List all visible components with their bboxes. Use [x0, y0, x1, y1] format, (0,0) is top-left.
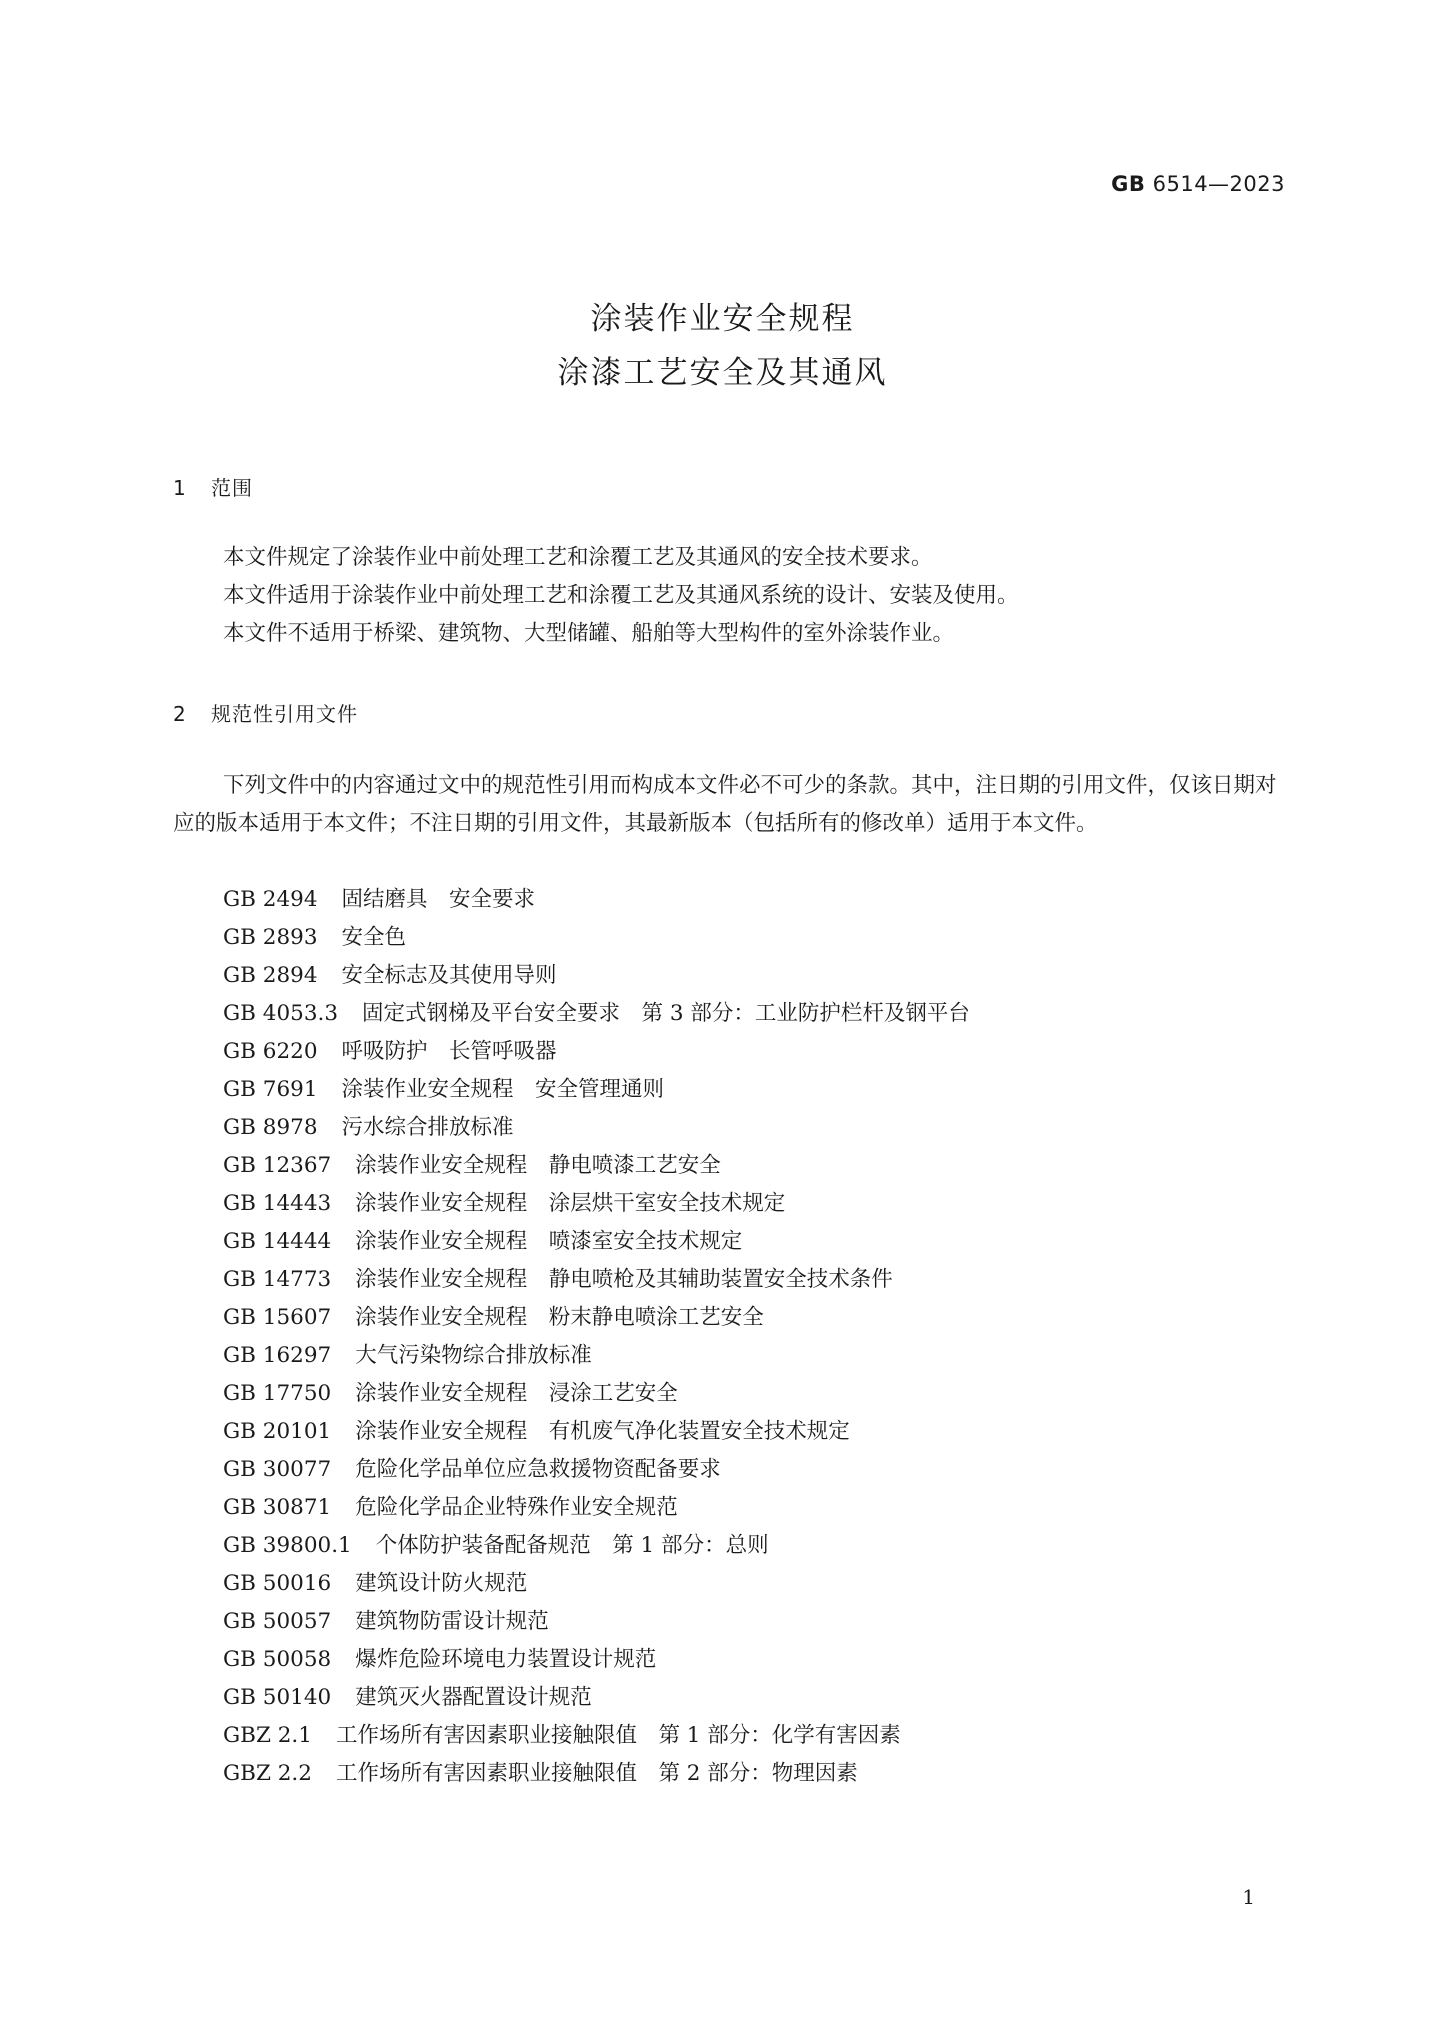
reference-item — [223, 1299, 1283, 1337]
reference-title: 固结磨具 安全要求 — [341, 887, 536, 912]
reference-title: 工作场所有害因素职业接触限值 第 1 部分：化学有害因素 — [335, 1723, 901, 1748]
paragraph: 本文件适用于涂装作业中前处理工艺和涂覆工艺及其通风系统的设计、安装及使用。 — [223, 583, 1019, 608]
doc-prefix: GB — [1111, 172, 1146, 196]
reference-code: GB 4053.3 — [223, 1001, 339, 1026]
reference-item — [223, 1261, 1283, 1299]
reference-title: 涂装作业安全规程 静电喷枪及其辅助装置安全技术条件 — [355, 1267, 893, 1292]
reference-item — [223, 1641, 1283, 1679]
reference-code: GB 30871 — [223, 1495, 332, 1520]
reference-item — [223, 881, 1283, 919]
reference-item — [223, 1527, 1283, 1565]
reference-code: GB 50058 — [223, 1647, 332, 1672]
reference-item — [223, 1071, 1283, 1109]
reference-title: 建筑设计防火规范 — [355, 1571, 528, 1596]
paragraph: 本文件规定了涂装作业中前处理工艺和涂覆工艺及其通风的安全技术要求。 — [223, 545, 933, 570]
paragraph: 本文件不适用于桥梁、建筑物、大型储罐、船舶等大型构件的室外涂装作业。 — [223, 621, 955, 646]
reference-code: GB 2893 — [223, 925, 318, 950]
reference-title: 建筑物防雷设计规范 — [355, 1609, 549, 1634]
reference-code: GB 8978 — [223, 1115, 318, 1140]
page-number: 1 — [1242, 1885, 1255, 1909]
reference-item — [223, 995, 1283, 1033]
reference-code: GBZ 2.2 — [223, 1761, 312, 1786]
reference-title: 危险化学品单位应急救援物资配备要求 — [355, 1457, 721, 1482]
reference-item — [223, 1717, 1283, 1755]
reference-title: 安全色 — [341, 925, 407, 950]
section-1-heading — [173, 472, 253, 501]
reference-item — [223, 1451, 1283, 1489]
reference-item — [223, 1413, 1283, 1451]
reference-code: GB 12367 — [223, 1153, 332, 1178]
reference-title: 爆炸危险环境电力装置设计规范 — [355, 1647, 657, 1672]
title-line-1: 涂装作业安全规程 — [590, 301, 855, 337]
document-code — [1111, 172, 1285, 196]
reference-title: 固定式钢梯及平台安全要求 第 3 部分：工业防护栏杆及钢平台 — [362, 1001, 970, 1026]
reference-item — [223, 1033, 1283, 1071]
reference-code: GB 17750 — [223, 1381, 332, 1406]
reference-item — [223, 1147, 1283, 1185]
reference-title: 呼吸防护 长管呼吸器 — [341, 1039, 557, 1064]
reference-item — [223, 1755, 1283, 1793]
reference-title: 安全标志及其使用导则 — [341, 963, 557, 988]
reference-title: 涂装作业安全规程 静电喷漆工艺安全 — [355, 1153, 721, 1178]
reference-code: GB 2494 — [223, 887, 318, 912]
reference-title: 涂装作业安全规程 浸涂工艺安全 — [355, 1381, 678, 1406]
reference-code: GB 15607 — [223, 1305, 332, 1330]
reference-code: GB 50140 — [223, 1685, 332, 1710]
reference-item — [223, 1489, 1283, 1527]
reference-title: 工作场所有害因素职业接触限值 第 2 部分：物理因素 — [335, 1761, 858, 1786]
title-line-2: 涂漆工艺安全及其通风 — [557, 355, 888, 391]
reference-item — [223, 1223, 1283, 1261]
reference-title: 涂装作业安全规程 喷漆室安全技术规定 — [355, 1229, 743, 1254]
reference-item — [223, 1565, 1283, 1603]
reference-title: 涂装作业安全规程 粉末静电喷涂工艺安全 — [355, 1305, 764, 1330]
reference-code: GB 7691 — [223, 1077, 318, 1102]
reference-code: GB 30077 — [223, 1457, 332, 1482]
reference-code: GB 14443 — [223, 1191, 332, 1216]
reference-item — [223, 1679, 1283, 1717]
section-number: 1 — [173, 476, 187, 500]
reference-item — [223, 1185, 1283, 1223]
reference-list — [223, 881, 1283, 1793]
section-2-body — [173, 767, 1288, 843]
reference-item — [223, 1375, 1283, 1413]
reference-title: 危险化学品企业特殊作业安全规范 — [355, 1495, 678, 1520]
section-title: 范围 — [211, 476, 253, 500]
reference-title: 建筑灭火器配置设计规范 — [355, 1685, 592, 1710]
section-2-heading — [173, 698, 358, 727]
reference-title: 大气污染物综合排放标准 — [355, 1343, 592, 1368]
reference-item — [223, 1337, 1283, 1375]
reference-code: GB 20101 — [223, 1419, 332, 1444]
reference-code: GB 14773 — [223, 1267, 332, 1292]
reference-item — [223, 1109, 1283, 1147]
doc-number: 6514—2023 — [1152, 172, 1285, 196]
reference-title: 涂装作业安全规程 涂层烘干室安全技术规定 — [355, 1191, 786, 1216]
reference-code: GBZ 2.1 — [223, 1723, 312, 1748]
reference-title: 涂装作业安全规程 安全管理通则 — [341, 1077, 665, 1102]
reference-code: GB 6220 — [223, 1039, 318, 1064]
reference-code: GB 2894 — [223, 963, 318, 988]
section-1-body — [173, 539, 1288, 653]
reference-title: 个体防护装备配备规范 第 1 部分：总则 — [375, 1533, 769, 1558]
reference-item — [223, 957, 1283, 995]
reference-code: GB 16297 — [223, 1343, 332, 1368]
reference-title: 污水综合排放标准 — [341, 1115, 514, 1140]
document-title — [0, 292, 1445, 400]
reference-code: GB 14444 — [223, 1229, 332, 1254]
reference-item — [223, 919, 1283, 957]
paragraph: 下列文件中的内容通过文中的规范性引用而构成本文件必不可少的条款。其中，注日期的引用文件，仅该日期对应的版本适用于本文件；不注日期的引用文件，其最新版本（包括所有的修改单）适用于本文件。 — [173, 773, 1277, 836]
reference-item — [223, 1603, 1283, 1641]
reference-code: GB 39800.1 — [223, 1533, 352, 1558]
section-title: 规范性引用文件 — [211, 702, 358, 726]
section-number: 2 — [173, 702, 187, 726]
reference-code: GB 50016 — [223, 1571, 332, 1596]
reference-title: 涂装作业安全规程 有机废气净化装置安全技术规定 — [355, 1419, 850, 1444]
reference-code: GB 50057 — [223, 1609, 332, 1634]
